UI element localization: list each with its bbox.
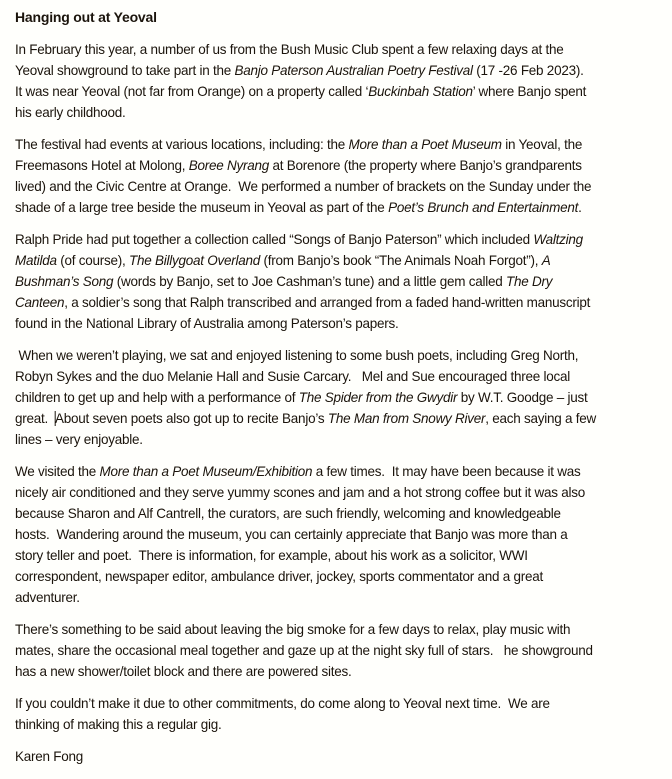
italic-text: Matilda [15, 253, 57, 268]
text-line [15, 81, 660, 102]
text-run: at Borenore (the property where Banjo’s grandparents [268, 158, 582, 173]
text-run: his early childhood. [15, 105, 126, 120]
document-body [15, 7, 665, 778]
text-run: , each saying a few [485, 411, 597, 426]
text-run: story teller and poet. There is information, for example, about his work as a solicitor, WWI [15, 548, 528, 563]
italic-text: The Spider from the Gwydir [298, 390, 458, 405]
italic-text: The Billygoat Overland [129, 253, 261, 268]
text-run: If you couldn’t make it due to other commitments, do come along to Yeoval next time. We are [15, 696, 550, 711]
italic-text: Canteen [15, 295, 65, 310]
text-run: ’ where Banjo spent [472, 84, 587, 99]
text-line [15, 250, 660, 271]
paragraph [15, 39, 665, 123]
italic-text: Boree Nyrang [188, 158, 269, 173]
text-run: . [578, 200, 582, 215]
text-line [15, 408, 660, 429]
italic-text: Buckinbah Station [368, 84, 473, 99]
italic-text: A [541, 253, 551, 268]
article-title: Hanging out at Yeoval [15, 9, 157, 25]
text-run: has a new shower/toilet block and there are powered sites. [15, 664, 352, 679]
text-run: Yeoval showground to take part in the [15, 63, 235, 78]
italic-text: Banjo Paterson Australian Poetry Festival [234, 63, 473, 78]
text-line [15, 39, 660, 60]
text-run: adventurer. [15, 590, 80, 605]
text-line [15, 566, 660, 587]
text-run: found in the National Library of Australia among Paterson’s papers. [15, 316, 399, 331]
text-run: lived) and the Civic Centre at Orange. We performed a number of brackets on the Sunday under the [15, 179, 592, 194]
article-paragraphs [15, 39, 665, 767]
text-run: There’s something to be said about leaving the big smoke for a few days to relax, play music with [15, 622, 571, 637]
text-line [15, 155, 660, 176]
text-run: , a soldier’s song that Ralph transcribed and arranged from a faded hand-written manuscript [64, 295, 591, 310]
text-line [15, 693, 660, 714]
text-run: When we weren’t playing, we sat and enjoyed listening to some bush poets, including Greg North, [15, 348, 579, 363]
text-run: nicely air conditioned and they serve yummy scones and jam and a hot strong coffee but it was also [15, 485, 586, 500]
text-run: in Yeoval, the [501, 137, 583, 152]
text-run: (from Banjo’s book “The Animals Noah Forgot”), [260, 253, 542, 268]
text-line [15, 640, 660, 661]
text-run: It was near Yeoval (not far from Orange) on a property called ‘ [15, 84, 369, 99]
text-run: mates, share the occasional meal together and gaze up at the night sky full of stars. he showground [15, 643, 593, 658]
text-run: great. [15, 411, 56, 426]
text-line [15, 524, 660, 545]
text-line [15, 229, 660, 250]
text-run: thinking of making this a regular gig. [15, 717, 222, 732]
paragraph [15, 461, 665, 608]
text-run: Ralph Pride had put together a collection called “Songs of Banjo Paterson” which included [15, 232, 534, 247]
paragraph [15, 134, 665, 218]
text-line [15, 345, 660, 366]
text-line [15, 545, 660, 566]
text-line [15, 503, 660, 524]
text-line [15, 429, 660, 450]
text-line [15, 134, 660, 155]
text-line [15, 313, 660, 334]
text-line [15, 271, 660, 292]
italic-text: More than a Poet Museum [348, 137, 502, 152]
text-run: We visited the [15, 464, 100, 479]
text-run: Freemasons Hotel at Molong, [15, 158, 189, 173]
author-signature [15, 746, 665, 767]
italic-text: Bushman’s Song [15, 274, 114, 289]
text-run: Robyn Sykes and the duo Melanie Hall and Susie Carcary. Mel and Sue encouraged three local [15, 369, 571, 384]
text-run: hosts. Wandering around the museum, you can certainly appreciate that Banjo was more than a [15, 527, 568, 542]
text-line [15, 366, 660, 387]
text-run: (17 -26 Feb 2023). [472, 63, 584, 78]
text-run: shade of a large tree beside the museum in Yeoval as part of the [15, 200, 389, 215]
text-line [15, 619, 660, 640]
text-line [15, 197, 660, 218]
text-run: children to get up and help with a performance of [15, 390, 299, 405]
paragraph [15, 693, 665, 735]
italic-text: The Dry [506, 274, 553, 289]
paragraph [15, 229, 665, 334]
italic-text: Waltzing [533, 232, 583, 247]
text-line [15, 587, 660, 608]
text-run: The festival had events at various locations, including: the [15, 137, 349, 152]
text-run: by W.T. Goodge – just [457, 390, 588, 405]
text-run: lines – very enjoyable. [15, 432, 143, 447]
text-line [15, 387, 660, 408]
paragraph [15, 345, 665, 450]
text-run: Karen Fong [15, 749, 84, 764]
text-line [15, 176, 660, 197]
text-run: (of course), [56, 253, 130, 268]
text-run: In February this year, a number of us from the Bush Music Club spent a few relaxing days at the [15, 42, 564, 57]
text-line [15, 661, 660, 682]
italic-text: More than a Poet Museum/Exhibition [99, 464, 313, 479]
text-line [15, 714, 660, 735]
text-line [15, 482, 660, 503]
text-run: a few times. It may have been because it was [312, 464, 581, 479]
text-line [15, 292, 660, 313]
text-line [15, 60, 660, 81]
text-run: (words by Banjo, set to Joe Cashman’s tune) and a little gem called [113, 274, 507, 289]
text-run: correspondent, newspaper editor, ambulance driver, jockey, sports commentator and a great [15, 569, 544, 584]
text-line [15, 746, 660, 767]
text-line [15, 461, 660, 482]
italic-text: The Man from Snowy River [327, 411, 486, 426]
paragraph [15, 619, 665, 682]
italic-text: Poet’s Brunch and Entertainment [388, 200, 579, 215]
text-run: because Sharon and Alf Cantrell, the curators, are such friendly, welcoming and knowledgeable [15, 506, 561, 521]
text-line [15, 102, 660, 123]
text-run: About seven poets also got up to recite Banjo’s [55, 411, 328, 426]
